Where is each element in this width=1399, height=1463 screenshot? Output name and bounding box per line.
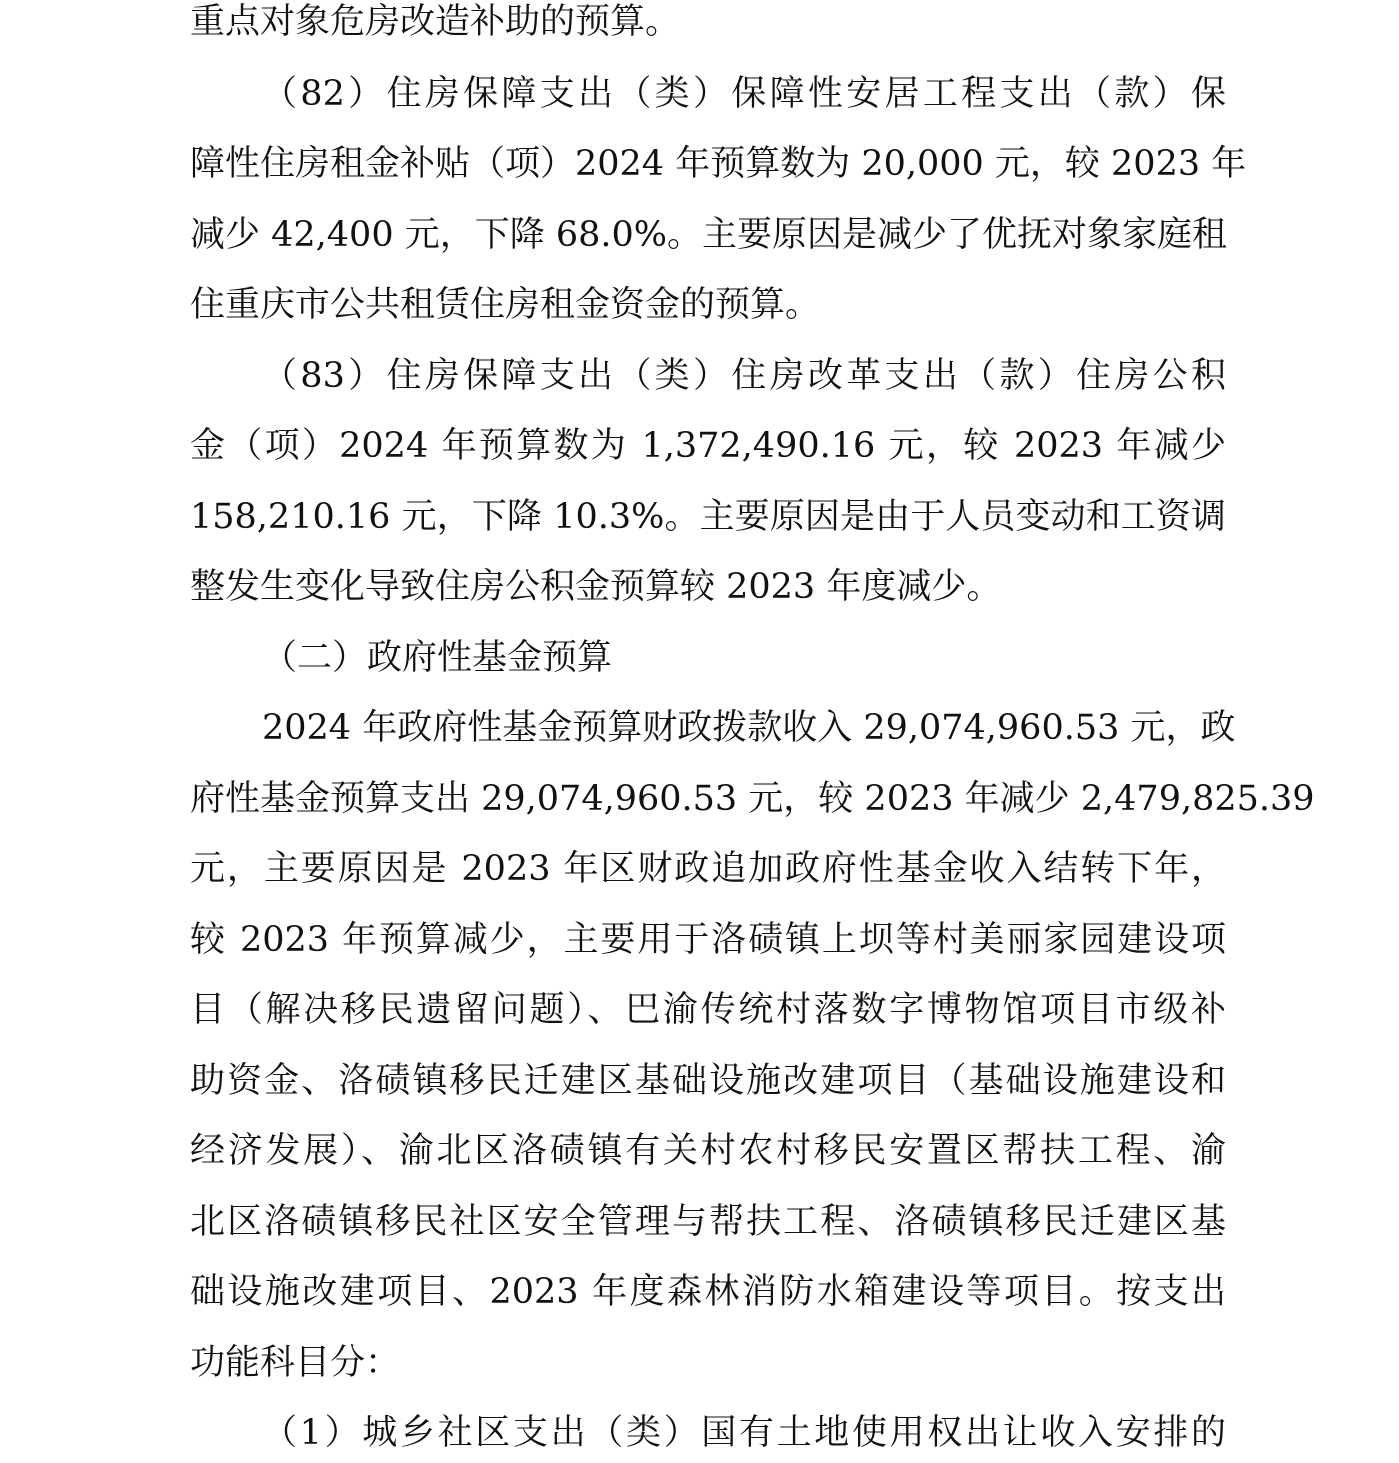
text-line: 助资金、洛碛镇移民迁建区基础设施改建项目（基础设施建设和	[190, 1061, 1226, 1101]
text-line: 北区洛碛镇移民社区安全管理与帮扶工程、洛碛镇移民迁建区基	[190, 1202, 1226, 1242]
text-line: 158,210.16 元，下降 10.3%。主要原因是由于人员变动和工资调	[190, 497, 1226, 537]
text-line: 金（项）2024 年预算数为 1,372,490.16 元，较 2023 年减少	[190, 426, 1226, 466]
text-line: 2024 年政府性基金预算财政拨款收入 29,074,960.53 元，政	[262, 708, 1236, 748]
text-line: （82）住房保障支出（类）保障性安居工程支出（款）保	[262, 74, 1226, 114]
text-line: 府性基金预算支出 29,074,960.53 元，较 2023 年减少 2,479,825.39	[190, 779, 1315, 819]
text-line: 整发生变化导致住房公积金预算较 2023 年度减少。	[190, 567, 1002, 607]
text-line: （1）城乡社区支出（类）国有土地使用权出让收入安排的	[262, 1413, 1226, 1453]
text-line: 元，主要原因是 2023 年区财政追加政府性基金收入结转下年，	[190, 849, 1226, 889]
text-line: 减少 42,400 元，下降 68.0%。主要原因是减少了优抚对象家庭租	[190, 215, 1228, 255]
text-line: 础设施改建项目、2023 年度森林消防水箱建设等项目。按支出	[190, 1272, 1226, 1312]
text-line: 目（解决移民遗留问题）、巴渝传统村落数字博物馆项目市级补	[190, 990, 1226, 1030]
text-line: 住重庆市公共租赁住房租金资金的预算。	[190, 285, 821, 325]
text-line: （83）住房保障支出（类）住房改革支出（款）住房公积	[262, 356, 1226, 396]
text-line: 经济发展）、渝北区洛碛镇有关村农村移民安置区帮扶工程、渝	[190, 1131, 1226, 1171]
section-heading: （二）政府性基金预算	[262, 638, 613, 678]
text-line: 重点对象危房改造补助的预算。	[190, 2, 681, 42]
text-line: 障性住房租金补贴（项）2024 年预算数为 20,000 元，较 2023 年	[190, 144, 1247, 184]
text-line: 功能科目分：	[190, 1343, 401, 1383]
text-line: 较 2023 年预算减少，主要用于洛碛镇上坝等村美丽家园建设项	[190, 920, 1226, 960]
